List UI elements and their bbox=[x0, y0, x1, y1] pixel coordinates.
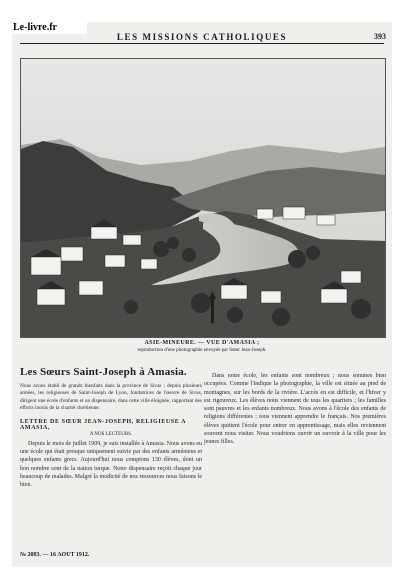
minaret bbox=[211, 299, 214, 323]
page-number: 393 bbox=[374, 32, 386, 41]
photo-caption-credit: reproduction d'une photographie envoyée par Sœur Jean-Joseph. bbox=[137, 348, 267, 353]
photo-caption-title: ASIE-MINEURE. — VUE D'AMASIA ; bbox=[144, 340, 260, 346]
running-head: LES MISSIONS CATHOLIQUES bbox=[116, 32, 288, 42]
letter-subheading: A NOS LECTEURS. bbox=[89, 431, 133, 437]
left-column bbox=[20, 366, 202, 489]
article-intro: Nous avons établi de grands bienfaits dans la province de Sivas ; depuis plusieurs années, les religieuses de Saint-Joseph de Lyon, fondatrices de l'œuvre de Sivas, dirigent une école d'enfants et un dispensaire, dans cette ville éloignée, rapportant des efforts inouïs de la charité chrétienne. bbox=[20, 383, 202, 412]
landscape-photo bbox=[20, 58, 386, 338]
right-body-text: Dans notre école, les enfants sont nombreux ; nous sommes bien occupées. Comme l'indique la photographie, la ville est située au pied de montagnes, sur les bords de la rivière. L'accès en est difficile, et l'hiver y est rigoureux. Les élèves nous viennent de tous les quartiers ; les familles sont pauvres et les enfants nombreux. Nous avons à l'école des enfants de religions différentes ; tous viennent apprendre le français. Nos premières élèves quittent l'école pour entrer en apprentissage, mais elles reviennent souvent nous visiter. Nous voudrions ouvrir un ouvroir à la ville pour les jeunes filles. bbox=[204, 373, 386, 446]
left-body-text: Depuis le mois de juillet 1909, je suis installée à Amasia. Nous avons eu une école qui était presque uniquement suivie par des enfants arméniens et quelques enfants grecs. Aujourd'hui nous comptons 130 élèves, dont un bon nombre sont de la nation turque. Notre dispensaire reçoit chaque jour beaucoup de malades. Malgré la modicité de nos ressources nous faisons le bien. bbox=[20, 440, 202, 489]
letter-heading: LETTRE DE SŒUR JEAN-JOSEPH, RELIGIEUSE A AMASIA, bbox=[20, 418, 186, 431]
right-column bbox=[204, 372, 386, 447]
article-title: Les Sœurs Saint-Joseph à Amasia. bbox=[20, 366, 187, 378]
document-page bbox=[12, 22, 392, 567]
issue-footer: № 2083. — 16 AOUT 1912. bbox=[20, 552, 90, 558]
watermark-badge: Le-livre.fr bbox=[12, 22, 87, 34]
header-rule bbox=[20, 43, 384, 44]
photo-illustration bbox=[21, 59, 385, 337]
